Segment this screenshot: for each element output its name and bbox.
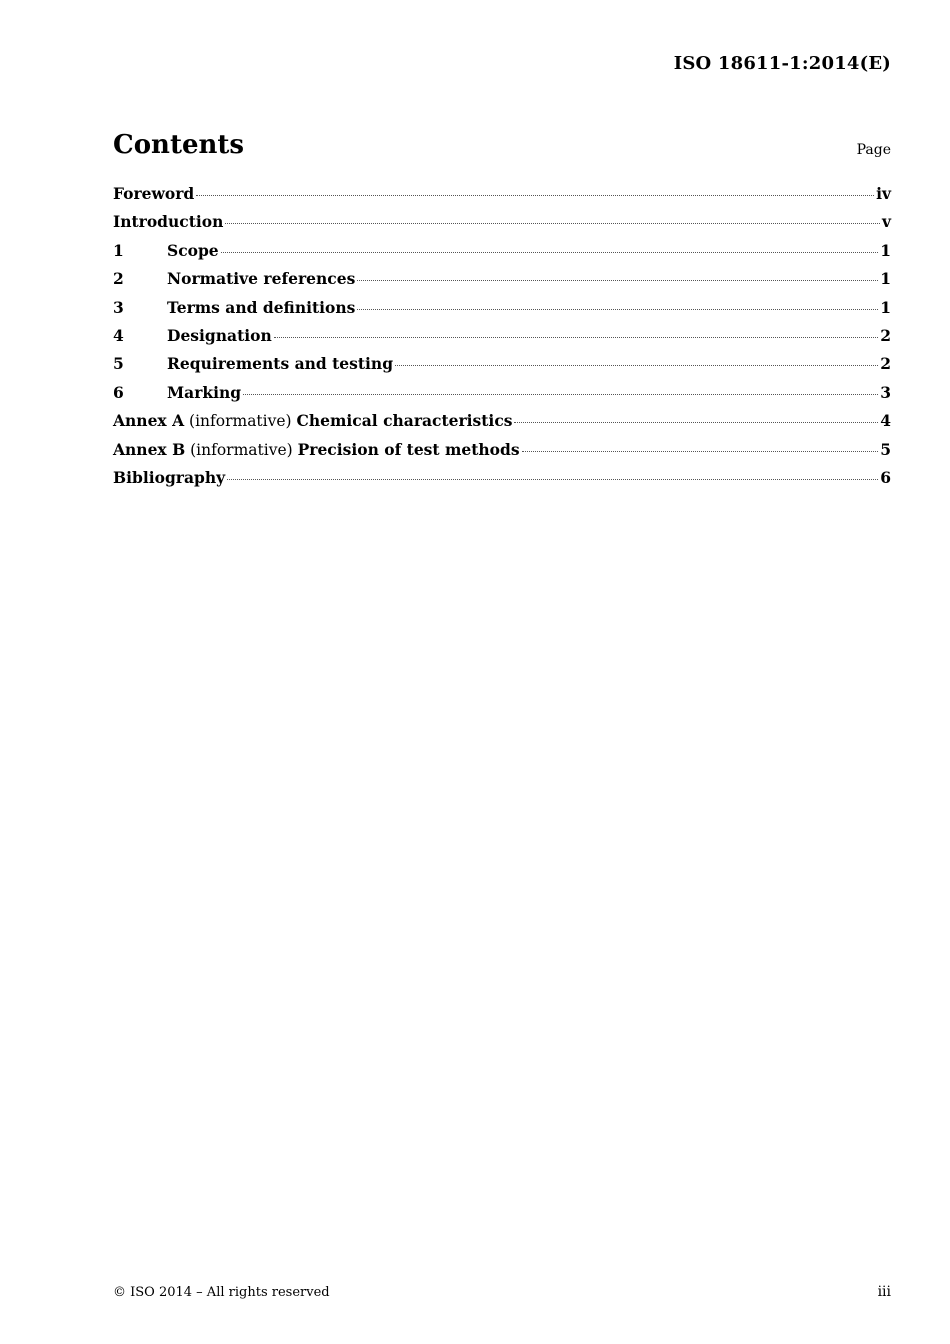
table-of-contents	[113, 184, 891, 496]
toc-entry-page: 1	[880, 297, 891, 317]
annex-label: Annex A	[113, 411, 185, 431]
dot-leader	[243, 394, 878, 395]
toc-entry-scope[interactable]	[113, 241, 891, 269]
toc-entry-page: 6	[880, 467, 891, 487]
toc-entry-page: 2	[880, 325, 891, 345]
toc-entry-requirements-and-testing[interactable]	[113, 354, 891, 382]
toc-entry-number: 1	[113, 240, 124, 260]
dot-leader	[514, 422, 878, 423]
dot-leader	[221, 252, 879, 253]
toc-entry-number: 2	[113, 269, 124, 289]
toc-entry-bibliography[interactable]	[113, 468, 891, 496]
toc-entry-foreword[interactable]	[113, 184, 891, 212]
dot-leader	[357, 280, 878, 281]
toc-entry-title: Foreword	[113, 184, 195, 203]
footer-page-number: iii	[877, 1284, 891, 1300]
toc-entry-designation[interactable]	[113, 326, 891, 354]
dot-leader	[274, 337, 878, 338]
toc-entry-page: 5	[880, 439, 891, 459]
toc-entry-marking[interactable]	[113, 383, 891, 411]
toc-entry-number: 4	[113, 325, 124, 345]
toc-entry-title: Normative references	[167, 269, 356, 289]
toc-entry-title: Bibliography	[113, 467, 226, 487]
dot-leader	[196, 195, 874, 196]
toc-entry-page: 3	[880, 382, 891, 402]
toc-entry-annex-b[interactable]	[113, 440, 891, 468]
annex-kind: (informative)	[190, 440, 293, 459]
toc-entry-title: Terms and definitions	[167, 297, 356, 317]
contents-title: Contents	[113, 130, 245, 160]
toc-entry-terms-and-definitions[interactable]	[113, 298, 891, 326]
annex-label: Annex B	[113, 439, 186, 459]
toc-entry-title: Designation	[167, 325, 272, 345]
toc-entry-title: Requirements and testing	[167, 354, 394, 374]
toc-entry-title: Introduction	[113, 212, 224, 232]
footer-copyright: © ISO 2014 – All rights reserved	[113, 1285, 330, 1300]
toc-entry-title: Marking	[167, 382, 242, 402]
toc-entry-number: 6	[113, 382, 124, 402]
dot-leader	[225, 223, 880, 224]
page-column-label: Page	[856, 142, 891, 158]
dot-leader	[522, 451, 879, 452]
toc-entry-page: v	[881, 212, 891, 232]
document-code: ISO 18611-1:2014(E)	[673, 53, 891, 74]
dot-leader	[227, 479, 878, 480]
toc-entry-page: 1	[880, 269, 891, 289]
toc-entry-normative-references[interactable]	[113, 269, 891, 297]
toc-entry-number: 3	[113, 297, 124, 317]
contents-header	[113, 130, 891, 164]
toc-entry-number: 5	[113, 354, 124, 374]
toc-entry-page: 2	[880, 354, 891, 374]
toc-entry-page: 1	[880, 240, 891, 260]
toc-entry-page: 4	[880, 411, 891, 431]
dot-leader	[395, 365, 878, 366]
dot-leader	[357, 309, 878, 310]
toc-entry-introduction[interactable]	[113, 212, 891, 240]
toc-entry-title: Precision of test methods	[297, 439, 520, 459]
annex-kind: (informative)	[189, 412, 292, 431]
toc-entry-page: iv	[876, 184, 891, 203]
toc-entry-title: Scope	[167, 240, 219, 260]
toc-entry-annex-a[interactable]	[113, 411, 891, 439]
toc-entry-title: Chemical characteristics	[296, 411, 513, 431]
